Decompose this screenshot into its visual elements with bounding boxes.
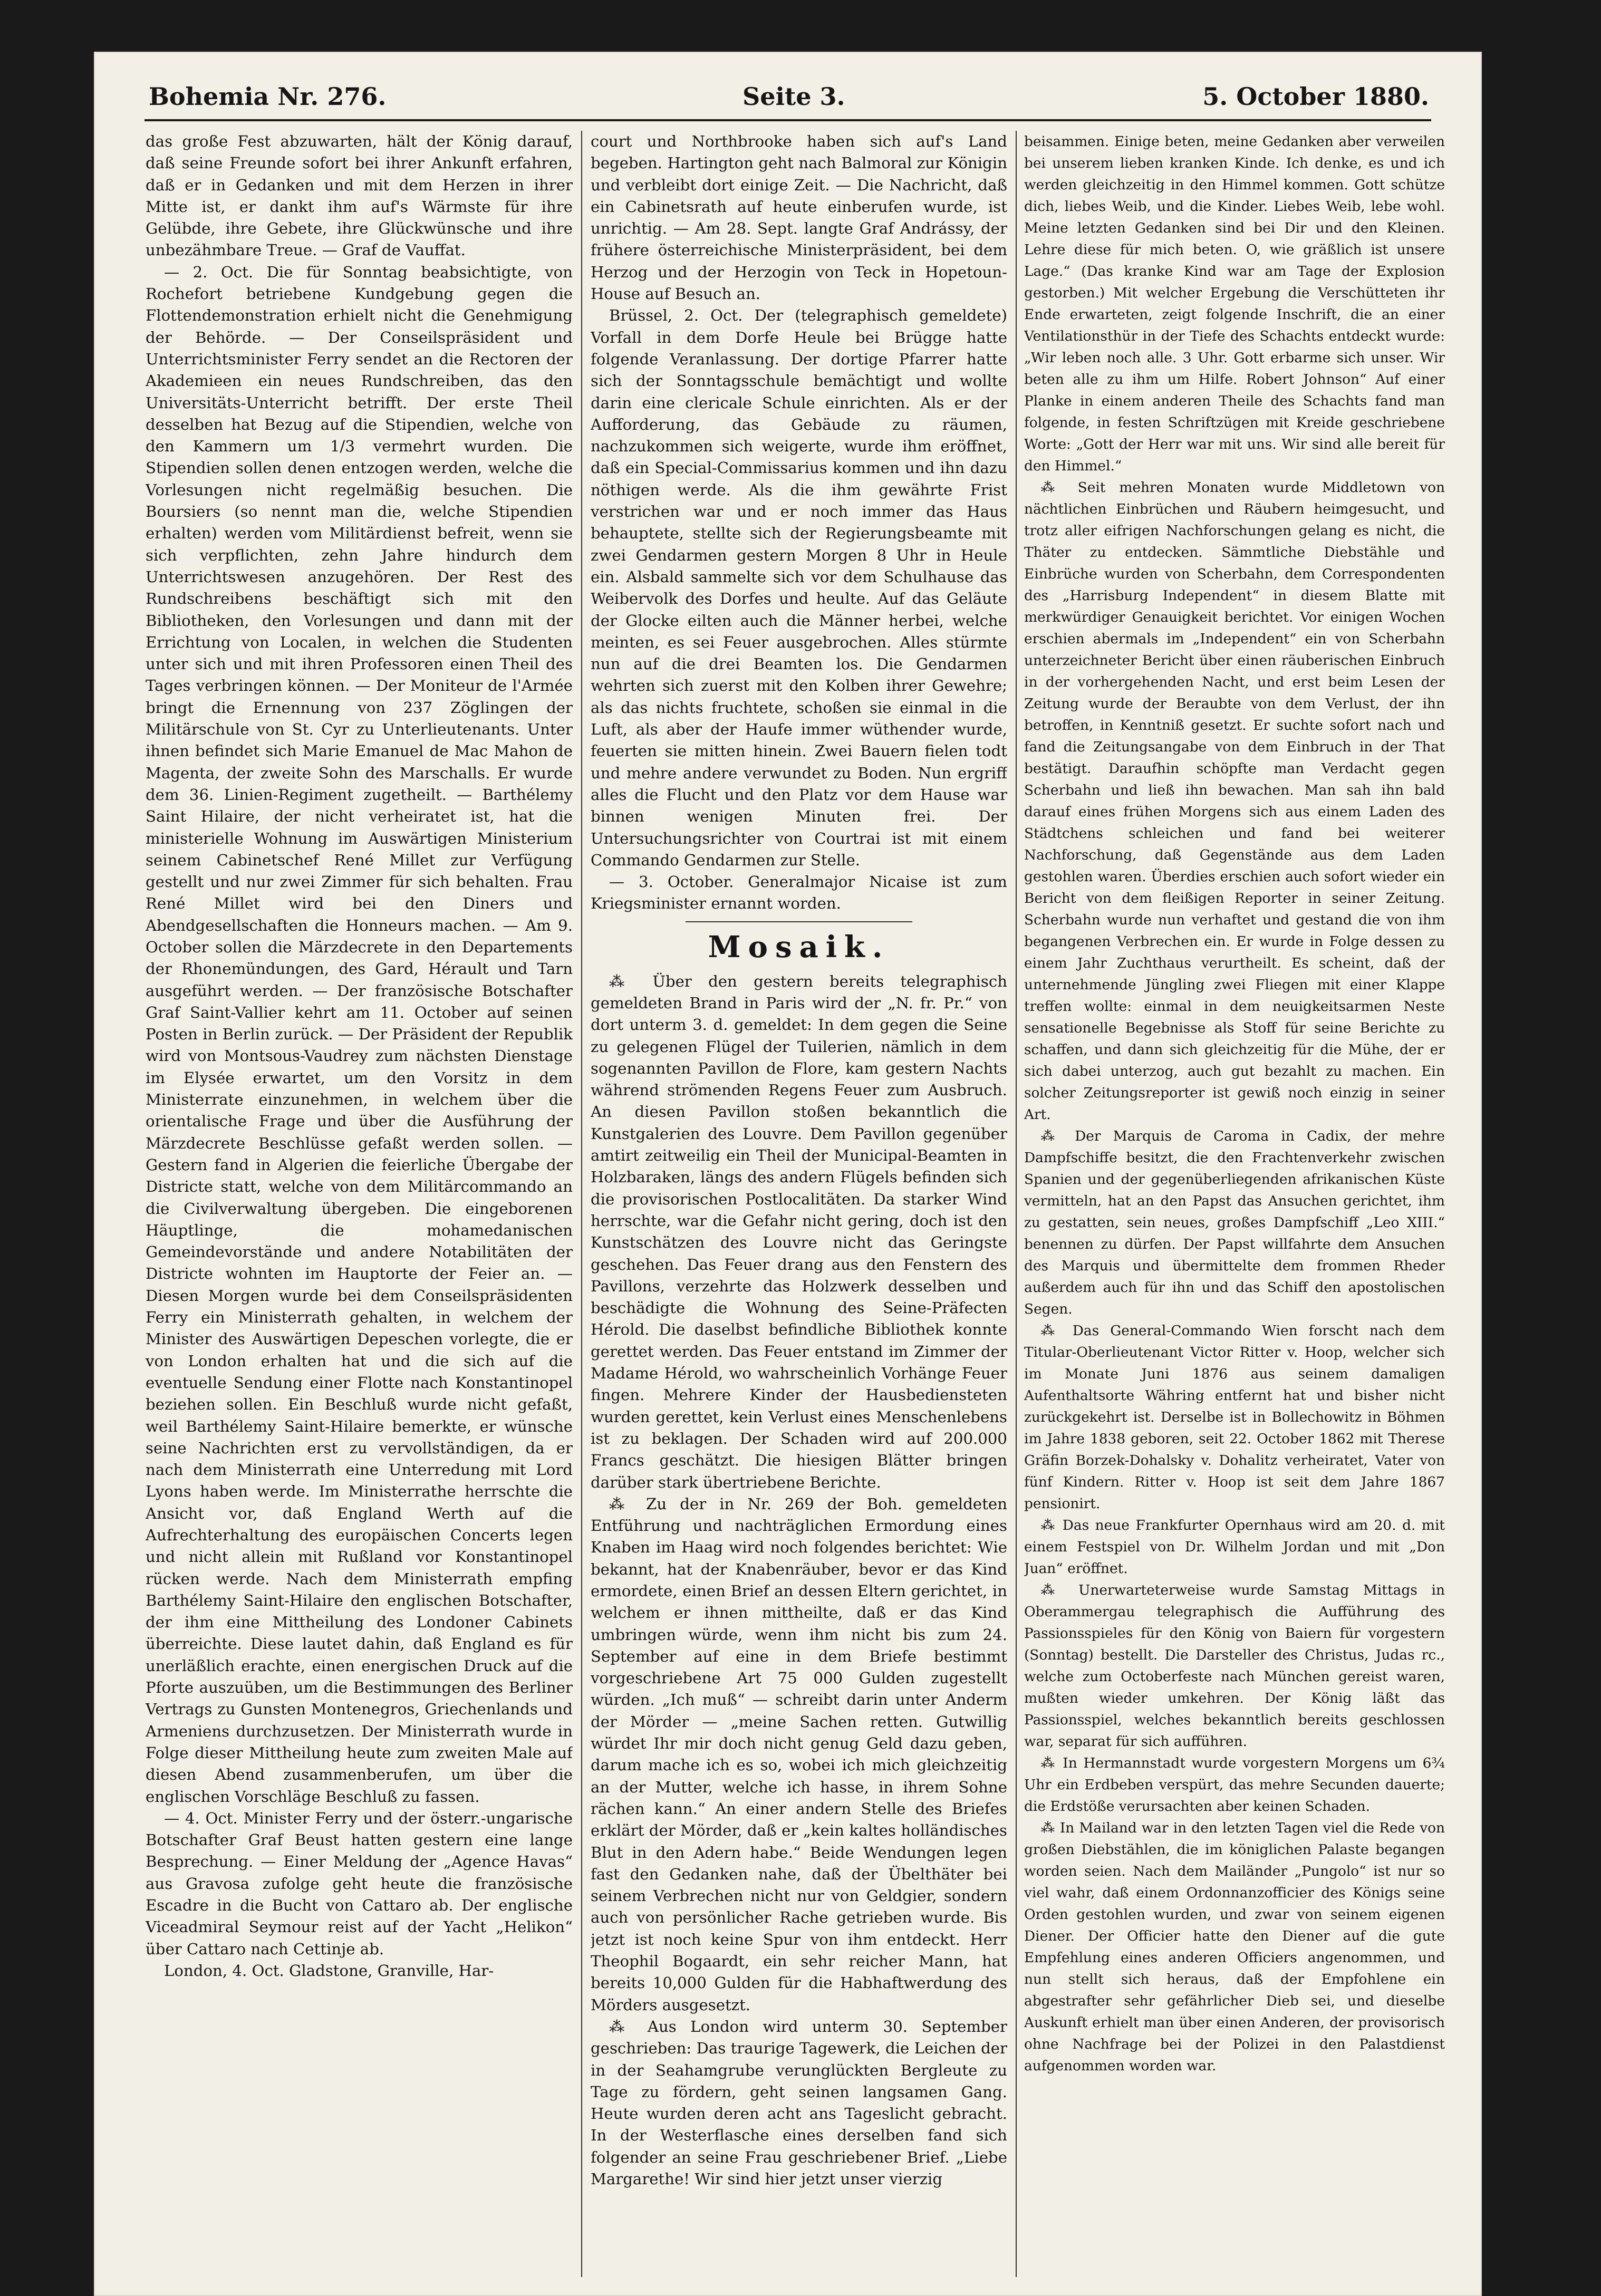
newspaper-page xyxy=(94,52,1482,2296)
article-paragraph: Brüssel, 2. Oct. Der (telegraphisch gemeldete) Vorfall in dem Dorfe Heule bei Brügge hatte folgende Veranlassung. Der dortige Pfarrer hatte sich der Sonntagsschule bemächtigt und wollte darin eine clericale Schule einrichten. Als er der Aufforderung, das Gebäude zu räumen, nachzukommen sich weigerte, wurde ihm eröffnet, daß ein Special-Commissarius kommen und ihn dazu nöthigen werde. Als die ihm gewährte Frist verstrichen war und er noch immer das Haus behauptete, stellte sich der Regierungsbeamte mit zwei Gendarmen gestern Morgen 8 Uhr in Heule ein. Alsbald sammelte sich vor dem Schulhause das Weibervolk des Dorfes und heulte. Auf das Geläute der Glocke eilten auch die Männer herbei, welche meinten, es sei Feuer ausgebrochen. Alles stürmte nun auf die drei Beamten los. Die Gendarmen wehrten sich zuerst mit den Kolben ihrer Gewehre; als das nichts fruchtete, schoßen sie einmal in die Luft, als aber der Haufe immer wüthender wurde, feuerten sie mitten hinein. Zwei Bauern fielen todt und mehre andere verwundet zu Boden. Nun ergriff alles die Flucht und den Platz vor dem Hause war binnen wenigen Minuten frei. Der Untersuchungsrichter von Courtrai ist mit einem Commando Gendarmen zur Stelle. xyxy=(591,306,1007,869)
news-item: ⁂ In Hermannstadt wurde vorgestern Morgens um 6¾ Uhr ein Erdbeben verspürt, das mehre Secunden dauerte; die Erdstöße verursachten aber keinen Schaden. xyxy=(1024,1755,1445,1815)
article-paragraph: London, 4. Oct. Gladstone, Granville, Har- xyxy=(164,1961,494,1980)
news-item: ⁂ Seit mehren Monaten wurde Middletown von nächtlichen Einbrüchen und Räubern heimgesucht, und trotz aller eifrigen Nachforschungen gelang es nicht, die Thäter zu entdecken. Sämmtliche Diebstähle und Einbrüche wurden von Scherbahn, dem Correspondenten des „Harrisburg Independent“ in diesem Blatte mit merkwürdiger Genauigkeit berichtet. Vor einigen Wochen erschien abermals im „Independent“ ein von Scherbahn unterzeichneter Bericht über einen räuberischen Einbruch in der vorhergehenden Nacht, und erst beim Lesen der Zeitung wurde der Beraubte von dem Verlust, der ihn betroffen, in Kenntniß gesetzt. Er suchte sofort nach und fand die Zeitungsangabe von dem Einbruch in der That bestätigt. Daraufhin schöpfte man Verdacht gegen Scherbahn und ließ ihn bewachen. Man sah ihn bald darauf eines frühen Morgens sich aus einem Laden des Städtchens schleichen und fand bei weiterer Nachforschung, daß Gegenstände aus dem Laden gestohlen waren. Überdies erschien auch sofort wieder ein Bericht von dem fleißigen Reporter in seiner Zeitung. Scherbahn wurde nun verhaftet und gestand die von ihm begangenen Verbrechen ein. Er wurde in Folge dessen zu einem Jahr Zuchthaus verurtheilt. Es scheint, daß der unternehmende Jüngling zwei Fliegen mit einer Klappe treffen wollte: einmal in dem neuigkeitsarmen Neste sensationelle Begebnisse als Stoff für seine Berichte zu schaffen, und dann sich gleichzeitig für die Mühe, der er sich dabei unterzog, auch gut bezahlt zu machen. Ein solcher Zeitungsreporter ist gewiß noch einzig in seiner Art. xyxy=(1024,479,1445,1123)
article-paragraph: das große Fest abzuwarten, hält der König darauf, daß seine Freunde sofort bei ihrer Ankunft erfahren, daß er in Gedanken und mit dem Herzen in ihrer Mitte ist, er dankt ihm auf's Wärmste für ihre Gelübde, ihre Gebete, ihre Glückwünsche und ihre unbezähmbare Treue. — Graf de Vauffat. xyxy=(146,132,573,259)
section-heading-mosaik: Mosaik. xyxy=(708,929,890,964)
column-divider xyxy=(581,131,582,2277)
column-divider xyxy=(1016,131,1017,2277)
article-paragraph: — 4. Oct. Minister Ferry und der österr.-ungarische Botschafter Graf Beust hatten gestern eine lange Besprechung. — Einer Meldung der „Agence Havas“ aus Gravosa zufolge geht heute die französische Escadre in die Bucht von Cattaro ab. Der englische Viceadmiral Seymour reist auf der Yacht „Helikon“ über Cattaro nach Cettinje ab. xyxy=(146,1809,573,1958)
column-1 xyxy=(146,131,573,2272)
page-header xyxy=(94,73,1482,120)
news-item: ⁂ Zu der in Nr. 269 der Boh. gemeldeten Entführung und nachträglichen Ermordung eines Knaben im Haag wird noch folgendes berichtet: Wie bekannt, hat der Knabenräuber, bevor er das Kind ermordete, einen Brief an dessen Eltern gerichtet, in welchem er ihnen mittheilte, daß er das Kind umbringen würde, wenn ihm nicht bis zum 24. September auf eine in dem Briefe bestimmt vorgeschriebene Art 75 000 Gulden zugestellt würden. „Ich muß“ — schreibt darin unter Anderm der Mörder — „meine Sachen retten. Gutwillig würdet Ihr mir doch nicht genug Geld dazu geben, darum mache ich es so, wobei ich mich gleichzeitig an der Mutter, welche ich hasse, in ihrem Sohne rächen kann.“ An einer andern Stelle des Briefes erklärt der Mörder, daß er „kein kaltes holländisches Blut in den Adern habe.“ Beide Wendungen legen fast den Gedanken nahe, daß der Übelthäter bei seinem Verbrechen nicht nur von Geldgier, sondern auch von persönlicher Rache getrieben wurde. Bis jetzt ist noch keine Spur von ihm entdeckt. Herr Theophil Bogaardt, ein sehr reicher Mann, hat bereits 10,000 Gulden für die Habhaftwerdung des Mörders ausgesetzt. xyxy=(591,1494,1007,2014)
header-rule xyxy=(144,119,1431,121)
article-paragraph: — 2. Oct. Die für Sonntag beabsichtigte, von Rochefort betriebene Kundgebung gegen die Flottendemonstration erhielt nicht die Genehmigung der Behörde. — Der Conseilspräsident und Unterrichtsminister Ferry sendet an die Rectoren der Akademieen ein neues Rundschreiben, das den Universitäts-Unterricht betrifft. Der erste Theil desselben hat Bezug auf die Stipendien, welche von den Kammern um 1/3 vermehrt wurden. Die Stipendien sollen denen entzogen werden, welche die Vorlesungen nicht regelmäßig besuchen. Die Boursiers (so nennt man die, welche Stipendien erhalten) werden vom Militärdienst befreit, wenn sie sich verpflichten, zehn Jahre hindurch dem Unterrichtswesen anzugehören. Der Rest des Rundschreibens beschäftigt sich mit den Bibliotheken, den Vorlesungen und dann mit der Errichtung von Localen, in welchen die Studenten unter sich und mit ihren Professoren einen Theil des Tages verbringen können. — Der Moniteur de l'Armée bringt die Ernennung von 237 Zöglingen der Militärschule von St. Cyr zu Unterlieutenants. Unter ihnen befindet sich Marie Emanuel de Mac Mahon de Magenta, der zweite Sohn des Marschalls. Er wurde dem 36. Linien-Regiment zugetheilt. — Barthélemy Saint Hilaire, der nicht verheiratet ist, hat die ministerielle Wohnung im Auswärtigen Ministerium seinem Cabinetschef René Millet zur Verfügung gestellt und nur zwei Zimmer für sich behalten. Frau René Millet wird bei den Diners und Abendgesellschaften die Honneurs machen. — Am 9. October sollen die Märzdecrete in den Departements der Rhonemündungen, des Gard, Hérault und Tarn ausgeführt werden. — Der französische Botschafter Graf Saint-Vallier kehrt am 11. October auf seinen Posten in Berlin zurück. — Der Präsident der Republik wird von Montsous-Vaudrey zum nächsten Dienstage im Elysée erwartet, um den Vorsitz in dem Ministerrate einzunehmen, in welchem über die orientalische Frage und über die Ausführung der Märzdecrete Beschlüsse gefaßt werden sollen. — Gestern fand in Algerien die feierliche Übergabe der Districte statt, welche von dem Militärcommando an die Civilverwaltung übergeben. Die eingeborenen Häuptlinge, die mohamedanischen Gemeindevorstände und andere Notabilitäten der Districte wohnten im Hauptorte der Feier an. — Diesen Morgen wurde bei dem Conseilspräsidenten Ferry ein Ministerrath gehalten, in welchem der Minister des Auswärtigen Depeschen vorlegte, die er von London erhalten hat und die sich auf die eventuelle Sendung einer Flotte nach Konstantinopel beziehen sollen. Ein Beschluß wurde nicht gefaßt, weil Barthélemy Saint-Hilaire bemerkte, er wünsche seine Nachrichten erst zu vervollständigen, da er nach dem Ministerrath eine Unterredung mit Lord Lyons haben werde. Im Ministerrathe herrschte die Ansicht vor, daß England Werth auf die Aufrechterhaltung des europäischen Concerts legen und nicht allein mit Rußland vor Konstantinopel rücken werde. Nach dem Ministerrath empfing Barthélemy Saint-Hilaire den englischen Botschafter, der ihm eine Mittheilung des Londoner Cabinets überreichte. Diese lautet dahin, daß England es für unerläßlich erachte, einen energischen Druck auf die Pforte auszuüben, um die Bestimmungen des Berliner Vertrags zu Gunsten Montenegros, Griechenlands und Armeniens durchzusetzen. Der Ministerrath wurde in Folge dieser Mittheilung heute zum zweiten Male auf diesen Abend zusammenberufen, um über die englischen Vorschläge Beschluß zu fassen. xyxy=(146,263,573,1806)
article-paragraph: court und Northbrooke haben sich auf's Land begeben. Hartington geht nach Balmoral zur Königin und verbleibt dort einige Zeit. — Die Nachricht, daß ein Cabinetsrath auf heute einberufen wurde, ist unrichtig. — Am 28. Sept. langte Graf Andrássy, der frühere österreichische Ministerpräsident, bei dem Herzog und der Herzogin von Teck in Hopetoun-House auf Besuch an. xyxy=(591,132,1007,303)
column-3 xyxy=(1024,131,1445,2272)
news-item: ⁂ Über den gestern bereits telegraphisch gemeldeten Brand in Paris wird der „N. fr. Pr.“ von dort unterm 3. d. gemeldet: In dem gegen die Seine zu gelegenen Flügel der Tuilerien, nämlich in dem sogenannten Pavillon de Flore, kam gestern Nachts während strömenden Regens Feuer zum Ausbruch. An diesen Pavillon stoßen bekanntlich die Kunstgalerien des Louvre. Dem Pavillon gegenüber amtirt zeitweilig ein Theil der Municipal-Beamten in Holzbaraken, längs des andern Flügels befinden sich die provisorischen Postlocalitäten. Da starker Wind herrschte, war die Gefahr nicht gering, doch ist den Kunstschätzen des Louvre nicht das Geringste geschehen. Das Feuer drang aus den Fenstern des Pavillons, verzehrte das Holzwerk desselben und beschädigte die Wohnung des Seine-Präfecten Hérold. Die daselbst befindliche Bibliothek konnte gerettet werden. Das Feuer entstand im Zimmer der Madame Hérold, wo wahrscheinlich Vorhänge Feuer fingen. Mehrere Kinder der Hausbediensteten wurden gerettet, kein Verlust eines Menschenlebens ist zu beklagen. Der Schaden wird auf 200.000 Francs geschätzt. Die hiesigen Blätter bringen darüber stark übertriebene Berichte. xyxy=(591,972,1007,1491)
news-item: ⁂ Das neue Frankfurter Opernhaus wird am 20. d. mit einem Festspiel von Dr. Wilhelm Jordan und mit „Don Juan“ eröffnet. xyxy=(1024,1517,1445,1577)
news-item: ⁂ Das General-Commando Wien forscht nach dem Titular-Oberlieutenant Victor Ritter v. Hoop, welcher sich im Monate Juni 1876 aus seinem damaligen Aufenthaltsorte Währing entfernt hat und bisher nicht zurückgekehrt ist. Derselbe ist in Bollechowitz in Böhmen im Jahre 1838 geboren, seit 22. October 1862 mit Therese Gräfin Borzek-Dohalsky v. Dohalitz verheiratet, Vater von fünf Kindern. Ritter v. Hoop ist seit dem Jahre 1867 pensionirt. xyxy=(1024,1323,1445,1512)
header-page-number: Seite 3. xyxy=(742,82,845,111)
header-publication: Bohemia Nr. 276. xyxy=(149,82,387,111)
news-item: ⁂ Unerwarteterweise wurde Samstag Mittags in Oberammergau telegraphisch die Aufführung des Passionsspieles für den König von Baiern für vorgestern (Sonntag) bestellt. Die Darsteller des Christus, Judas rc., welche zum Octoberfeste nach München gereist waren, mußten wieder umkehren. Der König läßt das Passionsspiel, welches bekanntlich bereits geschlossen war, separat für sich aufführen. xyxy=(1024,1582,1445,1750)
news-item: beisammen. Einige beten, meine Gedanken aber verweilen bei unserem lieben kranken Kinde. Ich denke, es und ich werden gleichzeitig in den Himmel kommen. Gott schütze dich, liebes Weib, und die Kinder. Liebes Weib, lebe wohl. Meine letzten Gedanken sind bei Dir und den Kleinen. Lehre diese für mich beten. O, wie gräßlich ist unsere Lage.“ (Das kranke Kind war am Tage der Explosion gestorben.) Mit welcher Ergebung die Verschütteten ihr Ende erwarteten, zeigt folgende Inschrift, die an einer Ventilationsthür in der Tiefe des Schachts entdeckt wurde: „Wir leben noch alle. 3 Uhr. Gott erbarme sich unser. Wir beten alle zu ihm um Hilfe. Robert Johnson“ Auf einer Planke in einem anderen Theile des Schachts fand man folgende, in festen Schriftzügen mit Kreide geschriebene Worte: „Gott der Herr war mit uns. Wir sind alle bereit für den Himmel.“ xyxy=(1024,133,1445,474)
news-item: ⁂ Der Marquis de Caroma in Cadix, der mehre Dampfschiffe besitzt, die den Frachtenverkehr zwischen Spanien und der gegenüberliegenden afrikanischen Küste vermitteln, hat an den Papst das Ansuchen gerichtet, ihm zu gestatten, sein neues, großes Dampfschiff „Leo XIII.“ benennen zu dürfen. Der Papst willfahrte dem Ansuchen des Marquis und übermittelte dem frommen Rheder außerdem auch für ihn und das Schiff den apostolischen Segen. xyxy=(1024,1128,1445,1317)
column-2 xyxy=(591,131,1007,2272)
news-item: ⁂ Aus London wird unterm 30. September geschrieben: Das traurige Tagewerk, die Leichen der in der Seahamgrube verunglückten Bergleute zu Tage zu fördern, geht seinen langsamen Gang. Heute wurden deren acht ans Tageslicht gebracht. In der Westerflasche eines derselben fand sich folgender an seine Frau geschriebener Brief. „Liebe Margarethe! Wir sind hier jetzt unser vierzig xyxy=(591,2017,1007,2188)
section-separator xyxy=(686,921,912,922)
news-item: ⁂ In Mailand war in den letzten Tagen viel die Rede von großen Diebstählen, die im königlichen Palaste begangen worden seien. Nach dem Mailänder „Pungolo“ ist nur so viel wahr, daß einem Ordonnanzofficier des Königs seine Orden gestohlen wurden, und zwar von seinem eigenen Diener. Der Officier hatte den Diener auf die gute Empfehlung eines anderen Officiers angenommen, und nun stellt sich heraus, daß der Empfohlene ein abgestrafter sehr gefährlicher Dieb sei, und dieselbe Auskunft erhielt man über einen Anderen, der provisorisch ohne Nachfrage bei der Polizei in den Palastdienst aufgenommen worden war. xyxy=(1024,1820,1445,2074)
header-date: 5. October 1880. xyxy=(1202,82,1429,111)
article-paragraph: — 3. October. Generalmajor Nicaise ist zum Kriegsminister ernannt worden. xyxy=(591,873,1007,913)
